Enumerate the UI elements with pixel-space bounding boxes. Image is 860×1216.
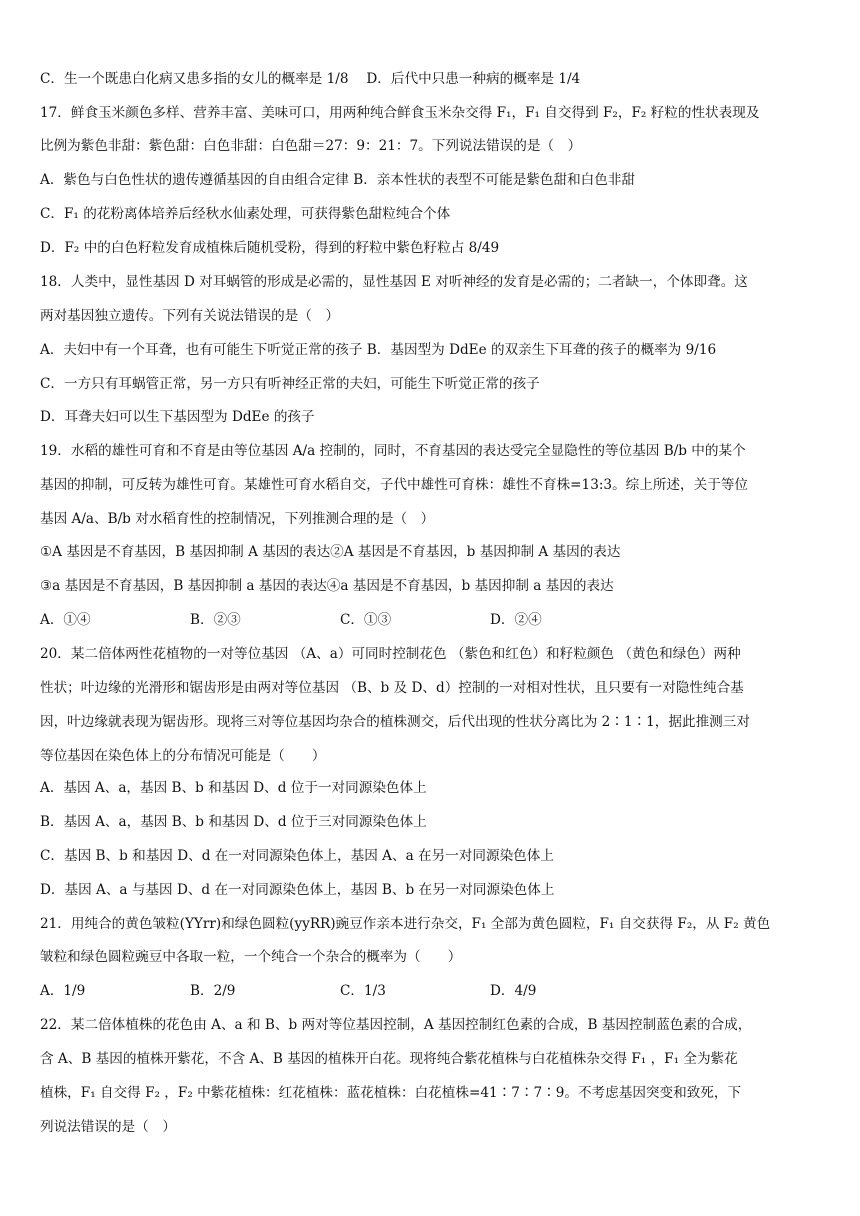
text-line: 19．水稻的雄性可育和不育是由等位基因 A/a 控制的，同时，不育基因的表达受完全显隐性的等位基因 B/b 中的某个 — [40, 443, 746, 459]
text-line: 20．某二倍体两性花植物的一对等位基因 （A、a）可同时控制花色 （紫色和红色）和籽粒颜色 （黄色和绿色）两种 — [40, 646, 741, 662]
text-line: 18．人类中，显性基因 D 对耳蜗管的形成是必需的，显性基因 E 对听神经的发育是必需的；二者缺一，个体即聋。这 — [40, 274, 748, 290]
text-line: 含 A、B 基因的植株开紫花，不含 A、B 基因的植株开白花。现将纯合紫花植株与白花植株杂交得 F₁ ，F₁ 全为紫花 — [40, 1051, 738, 1067]
text-line: A．紫色与白色性状的遗传遵循基因的自由组合定律 B．亲本性状的表型不可能是紫色甜和白色非甜 — [40, 172, 636, 188]
text-line: D．耳聋夫妇可以生下基因型为 DdEe 的孩子 — [40, 409, 315, 425]
answer-options — [40, 981, 820, 1001]
text-line: 17．鲜食玉米颜色多样、营养丰富、美味可口，用两种纯合鲜食玉米杂交得 F₁，F₁ 自交得到 F₂，F₂ 籽粒的性状表现及 — [40, 105, 760, 121]
text-line: A．夫妇中有一个耳聋，也有可能生下听觉正常的孩子 B．基因型为 DdEe 的双亲生下耳聋的孩子的概率为 9/16 — [40, 342, 717, 358]
text-line: C．生一个既患白化病又患多指的女儿的概率是 1/8 D．后代中只患一种病的概率是 1/4 — [40, 71, 581, 87]
answer-option: D．②④ — [490, 612, 542, 628]
answer-option: C．①③ — [340, 612, 392, 628]
text-line: B．基因 A、a，基因 B、b 和基因 D、d 位于三对同源染色体上 — [40, 814, 427, 830]
text-line: 两对基因独立遗传。下列有关说法错误的是（ ） — [40, 308, 340, 324]
text-line: 22．某二倍体植株的花色由 A、a 和 B、b 两对等位基因控制，A 基因控制红色素的合成，B 基因控制蓝色素的合成， — [40, 1017, 752, 1033]
text-line: ③a 基因是不育基因，B 基因抑制 a 基因的表达④a 基因是不育基因，b 基因抑制 a 基因的表达 — [40, 578, 614, 594]
text-line: 列说法错误的是（ ） — [40, 1119, 176, 1135]
text-line: A．基因 A、a，基因 B、b 和基因 D、d 位于一对同源染色体上 — [40, 780, 427, 796]
answer-option: C．1/3 — [340, 983, 386, 999]
text-line: 植株，F₁ 自交得 F₂ ，F₂ 中紫花植株：红花植株：蓝花植株：白花植株=41∶7∶7∶9。不考虑基因突变和致死，下 — [40, 1085, 742, 1101]
text-line: 性状；叶边缘的光滑形和锯齿形是由两对等位基因 （B、b 及 D、d）控制的一对相对性状，且只要有一对隐性纯合基 — [40, 680, 744, 696]
text-line: C．一方只有耳蜗管正常，另一方只有听神经正常的夫妇，可能生下听觉正常的孩子 — [40, 376, 540, 392]
text-line: 基因 A/a、B/b 对水稻育性的控制情况，下列推测合理的是（ ） — [40, 511, 435, 527]
answer-options — [40, 610, 820, 630]
text-line: C．基因 B、b 和基因 D、d 在一对同源染色体上，基因 A、a 在另一对同源染色体上 — [40, 848, 554, 864]
text-line: D．F₂ 中的白色籽粒发育成植株后随机受粉，得到的籽粒中紫色籽粒占 8/49 — [40, 240, 500, 256]
text-line: ①A 基因是不育基因，B 基因抑制 A 基因的表达②A 基因是不育基因，b 基因抑制 A 基因的表达 — [40, 544, 621, 560]
text-line: 21．用纯合的黄色皱粒(YYrr)和绿色圆粒(yyRR)豌豆作亲本进行杂交，F₁ 全部为黄色圆粒，F₁ 自交获得 F₂，从 F₂ 黄色 — [40, 916, 771, 932]
answer-option: D．4/9 — [490, 983, 537, 999]
text-line: 比例为紫色非甜：紫色甜：白色非甜：白色甜＝27：9：21：7。下列说法错误的是（ ） — [40, 138, 582, 154]
text-line: 皱粒和绿色圆粒豌豆中各取一粒，一个纯合一个杂合的概率为（ ） — [40, 949, 462, 965]
answer-option: B．②③ — [190, 612, 241, 628]
text-line: 等位基因在染色体上的分布情况可能是（ ） — [40, 748, 326, 764]
answer-option: A．1/9 — [40, 983, 86, 999]
answer-option: B．2/9 — [190, 983, 236, 999]
text-line: 因，叶边缘就表现为锯齿形。现将三对等位基因均杂合的植株测交，后代出现的性状分离比为 2∶1∶1，据此推测三对 — [40, 714, 750, 730]
text-line: D．基因 A、a 与基因 D、d 在一对同源染色体上，基因 B、b 在另一对同源染色体上 — [40, 882, 555, 898]
answer-option: A．①④ — [40, 612, 91, 628]
text-line: C．F₁ 的花粉离体培养后经秋水仙素处理，可获得紫色甜粒纯合个体 — [40, 206, 451, 222]
text-line: 基因的抑制，可反转为雄性可育。某雄性可育水稻自交，子代中雄性可育株：雄性不育株=13:3。综上所述，关于等位 — [40, 477, 749, 493]
